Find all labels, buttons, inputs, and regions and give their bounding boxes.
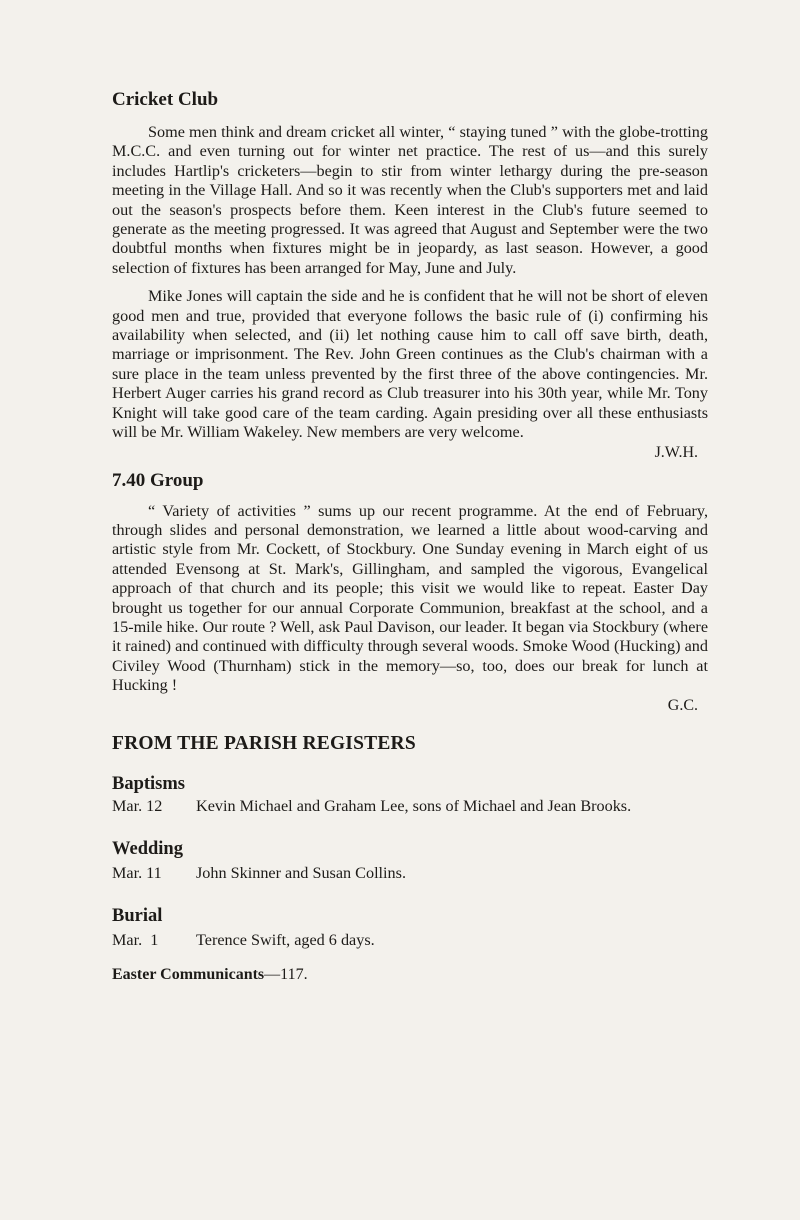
baptism-entry (112, 797, 708, 815)
cricket-club-heading: Cricket Club (112, 89, 219, 110)
wedding-date: Mar. 11 (112, 863, 162, 882)
burial-heading: Burial (112, 905, 163, 926)
burial-entry (112, 931, 708, 949)
wedding-heading: Wedding (112, 838, 183, 859)
wedding-entry (112, 864, 708, 882)
group-signature: G.C. (667, 696, 698, 714)
parish-registers-section (112, 732, 708, 985)
cricket-signature: J.W.H. (654, 443, 698, 461)
group-paragraph-1: “ Variety of activities ” sums up our recent programme. At the end of February, through slides and personal demonstration, we learned a little about wood-carving and artistic style from Mr. Cockett, of Stockbury. One Sunday evening in March eight of us attended Evensong at St. Mark's, Gillingham, and sampled the vigorous, Evangelical approach of that church and its people; this visit we would like to repeat. Easter Day brought us together for our annual Corporate Communion, breakfast at the school, and a 15-mile hike. Our route ? Well, ask Paul Davison, our leader. It began via Stockbury (where it rained) and continued with difficulty through several woods. Smoke Wood (Hucking) and Civiley Wood (Thurnham) stick in the memory—so, too, does our break for lunch at Hucking ! (112, 501, 708, 695)
easter-communicants (112, 965, 708, 985)
burial-date: Mar. 1 (112, 930, 159, 949)
easter-communicants-label: Easter Communicants (112, 965, 265, 983)
baptism-text: Kevin Michael and Graham Lee, sons of Michael and Jean Brooks. (196, 796, 632, 815)
cricket-paragraph-1: Some men think and dream cricket all winter, “ staying tuned ” with the globe-trotting M.C.C. and even turning out for winter net practice. The rest of us—and this surely includes Hartlip's cricketers—begin to stir from winter lethargy during the pre-season meeting in the Village Hall. And so it was recently when the Club's supporters met and laid out the season's prospects before them. Keen interest in the Club's future seemed to generate as the meeting progressed. It was agreed that August and September were the two doubtful months when fixtures might be in jeopardy, as last season. However, a good selection of fixtures has been arranged for May, June and July. (112, 123, 708, 277)
wedding-text: John Skinner and Susan Collins. (196, 863, 406, 882)
baptisms-heading: Baptisms (112, 773, 185, 794)
easter-communicants-value: —117. (264, 965, 308, 983)
cricket-club-section (112, 88, 708, 463)
group-740-section (112, 469, 708, 716)
burial-text: Terence Swift, aged 6 days. (196, 930, 375, 949)
baptism-date: Mar. 12 (112, 796, 163, 815)
parish-registers-heading: FROM THE PARISH REGISTERS (112, 732, 416, 754)
cricket-paragraph-2: Mike Jones will captain the side and he is confident that he will not be short of eleven good men and true, provided that everyone follows the basic rule of (i) confirming his availability when selected, and (ii) let nothing cause him to call off save birth, death, marriage or imprisonment. The Rev. John Green continues as the Club's chairman with a sure place in the team unless prevented by the first three of the above contingencies. Mr. Herbert Auger carries his grand record as Club treasurer into his 30th year, while Mr. Tony Knight will take good care of the team carding. Again presiding over all these enthusiasts will be Mr. William Wakeley. New members are very welcome. (112, 287, 708, 442)
group-740-heading: 7.40 Group (112, 469, 204, 491)
